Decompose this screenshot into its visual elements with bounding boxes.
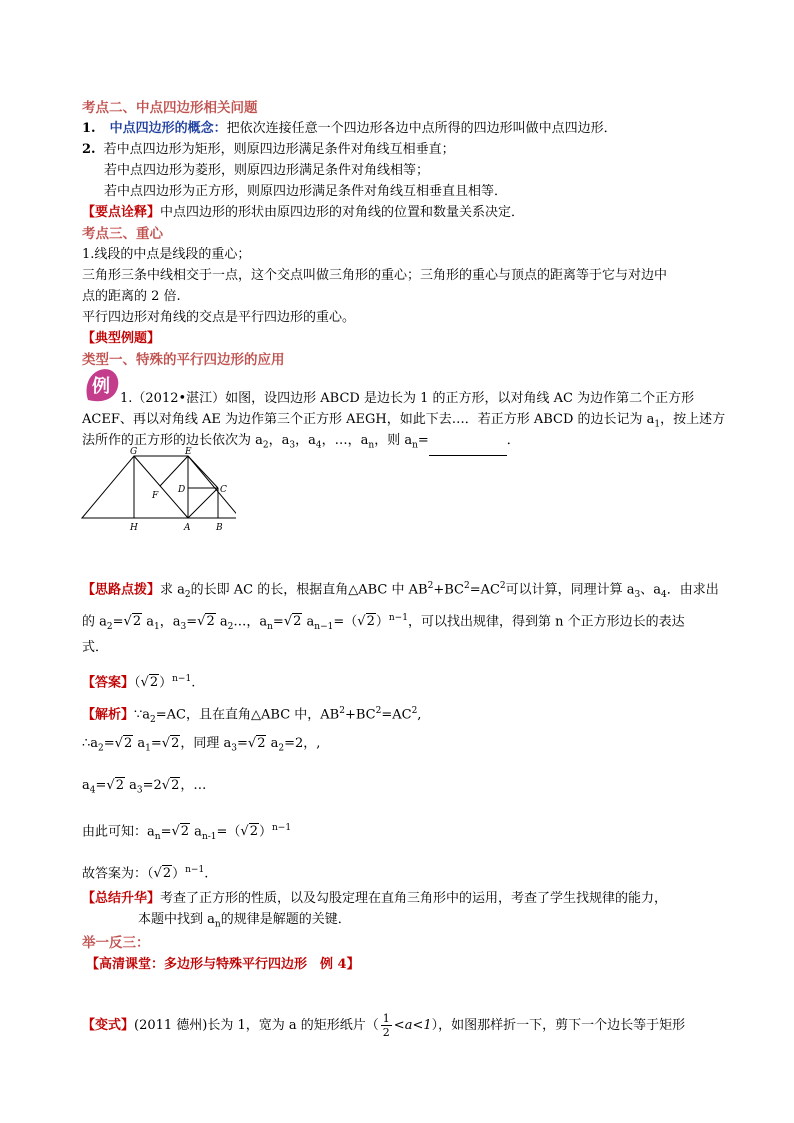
label-D: D <box>178 485 186 495</box>
hint-text-3: +BC <box>433 582 464 598</box>
label-H: H <box>130 523 138 533</box>
solution-line-3: $a_4=√2$ $a_3=2√2$，… <box>82 778 207 796</box>
hint-text-7: ．由求出 <box>666 582 719 598</box>
hint-label: 【思路点拨】 <box>82 582 161 598</box>
hint-line-3: 式． <box>82 640 109 655</box>
solution-line-5: 故答案为：$(√2)^{n-1}$. <box>82 865 209 882</box>
summary-line-1 <box>82 889 667 909</box>
fraction-denominator: 2 <box>382 1026 390 1039</box>
figure-line-AC <box>188 488 218 518</box>
item-1-text: 把依次连接任意一个四边形各边中点所得的四边形叫做中点四边形． <box>226 121 617 136</box>
item-1 <box>82 119 617 139</box>
solution-line-2-a: ∴a <box>82 736 99 751</box>
item-2-number: 2. <box>82 142 96 157</box>
item-1-number: 1. <box>82 121 96 136</box>
solution-line-1-b: =AC，且在直角△ABC 中，AB <box>155 707 340 723</box>
typical-examples-label: 【典型例题】 <box>82 331 161 346</box>
solution-line-3-d: ，… <box>180 778 207 793</box>
note-text: 中点四边形的形状由原四边形的对角线的位置和数量关系决定． <box>160 205 525 220</box>
answer-dot: . <box>191 675 196 691</box>
solution-line-4: 由此可知：$a_n=√2$ $a_{n-1}=(√2)^{n-1}$ <box>82 823 292 842</box>
centroid-line-3: 点的距离的 2 倍. <box>82 289 181 304</box>
example-line-3-text: 法所作的正方形的边长依次为 a <box>82 433 263 448</box>
answer-row: 【答案】$(√2)^{n-1}$. <box>82 674 196 691</box>
example-badge-icon <box>82 366 122 406</box>
example-line-3-eq: = <box>417 433 429 448</box>
solution-line-1-c: +BC <box>344 707 376 723</box>
example-line-2-end: ，按上述方 <box>660 412 726 427</box>
section-heading-centroid: 考点三、重心 <box>82 226 163 242</box>
summary-text-1: 考查了正方形的性质，以及勾股定理在直角三角形中的运用，考查了学生找规律的能力， <box>160 891 668 906</box>
answer-blank <box>429 442 507 456</box>
answer-open: （ <box>134 675 141 691</box>
variant-text-1: (2011 德州)长为 1，宽为 a 的矩形纸片（ <box>134 1018 379 1033</box>
example-line-3-dot: ． <box>506 433 520 448</box>
solution-line-2-c: =2，, <box>284 736 321 751</box>
item-2-line2: 若中点四边形为菱形，则原四边形满足条件对角线相等； <box>104 163 430 178</box>
solution-line-1-a: ∵a <box>134 707 151 723</box>
solution-line-2: $\therefore a_2=√2$ $a_1=√2$，同理 $a_3=√2$ $a_2=2$，, <box>82 736 321 754</box>
example-line-2-sub: 1 <box>654 419 661 430</box>
variant-inequality: <a<1 <box>393 1018 432 1033</box>
hint-line-2-tail: ，可以找出规律，得到第 n 个正方形边长的表达 <box>407 614 685 630</box>
summary-label: 【总结升华】 <box>82 891 161 906</box>
solution-line-2-b: ，同理 a <box>180 736 232 751</box>
hint-line-2-start: 的 a <box>82 614 107 630</box>
solution-line-4-a: 由此可知：a <box>82 824 155 840</box>
label-F: F <box>152 491 159 501</box>
label-G: G <box>130 447 138 457</box>
badge-text: 例 <box>92 376 110 397</box>
figure-big-shape <box>82 456 236 518</box>
practice-label: 举一反三： <box>82 935 150 951</box>
hint-text-4: =AC <box>469 582 500 598</box>
summary-sub: n <box>214 919 221 930</box>
item-1-term: 中点四边形的概念： <box>109 121 227 136</box>
hd-class-label: 【高清课堂：多边形与特殊平行四边形 例 4】 <box>86 957 360 972</box>
label-C: C <box>220 485 227 495</box>
solution-line-5-b: ） <box>172 866 186 882</box>
hint-text-6: 、a <box>640 582 662 598</box>
item-2-line1 <box>82 140 455 160</box>
solution-line-3-a: a <box>82 778 90 793</box>
hint-line-1: 【思路点拨】求 $a_2$的长即 AC 的长，根据直角△ABC 中 $AB^2+BC^2=AC^2$可以计算，同理计算 $a_3$、$a_4$．由求出 <box>82 581 719 600</box>
centroid-line-2: 三角形三条中线相交于一点，这个交点叫做三角形的重心；三角形的重心与顶点的距离等于它与对边中 <box>82 268 668 283</box>
solution-line-1-d: =AC <box>381 707 412 723</box>
answer-exponent: n−1 <box>172 674 192 684</box>
label-A: A <box>184 523 191 533</box>
solution-line-5-dot: . <box>204 866 209 882</box>
solution-label: 【解析】 <box>82 707 135 723</box>
figure-line-EC <box>188 456 218 488</box>
summary-text-2: 本题中找到 a <box>138 912 215 927</box>
variant-label: 【变式】 <box>82 1018 135 1033</box>
hint-line-2: 的 $a_2=√2$ $a_1$，$a_3=√2$ $a_2\dots$，$a_n=√2$ $a_{n-1}=(√2)^{n-1}$，可以找出规律，得到第 n 个正方形边长的表达 <box>82 613 685 632</box>
centroid-line-1: 1.线段的中点是线段的重心； <box>82 247 251 262</box>
summary-text-3: 的规律是解题的关键． <box>220 912 351 927</box>
label-E: E <box>185 447 192 457</box>
variant-line <box>82 1012 685 1039</box>
example-line-2-text: ACEF、再以对角线 AE 为边作第三个正方形 AEGH，如此下去…．若正方形 ABCD 的边长记为 a <box>82 412 655 427</box>
answer-label: 【答案】 <box>82 675 135 691</box>
example-line-1: 1.（2012•湛江）如图，设四边形 ABCD 是边长为 1 的正方形，以对角线 AC 为边作第二个正方形 <box>120 391 695 406</box>
section-heading-midpoint-quadrilateral: 考点二、中点四边形相关问题 <box>82 100 258 116</box>
variant-text-2: ），如图那样折一下，剪下一个边长等于矩形 <box>431 1018 686 1033</box>
example-line-3-sub-n: n <box>412 440 418 451</box>
hint-text-5: 可以计算，同理计算 a <box>505 582 635 598</box>
note-row <box>82 203 524 223</box>
label-B: B <box>216 523 223 533</box>
centroid-line-4: 平行四边形对角线的交点是平行四边形的重心。 <box>82 310 356 325</box>
fraction-numerator: 1 <box>382 1012 390 1025</box>
item-2-text-1: 若中点四边形为矩形，则原四边形满足条件对角线互相垂直； <box>103 142 455 157</box>
solution-line-5-exp: n−1 <box>185 865 205 875</box>
summary-line-2 <box>138 910 351 935</box>
hint-text-2: 的长即 AC 的长，根据直角△ABC 中 AB <box>190 582 428 598</box>
note-label: 【要点诠释】 <box>82 205 161 220</box>
example-line-3-end: ，则 a <box>374 433 413 448</box>
solution-line-5-a: 故答案为：（ <box>82 866 154 882</box>
solution-line-1: 【解析】$\because a_2=AC$，且在直角△ABC 中，$AB^2+BC^2=AC^2$, <box>82 706 422 725</box>
variant-fraction <box>381 1012 392 1039</box>
hint-text-1: 求 a <box>160 582 185 598</box>
figure-line-FE <box>160 456 188 486</box>
solution-line-3-b: a <box>129 778 137 793</box>
geometry-figure <box>76 446 236 536</box>
answer-close: ） <box>159 675 173 691</box>
item-2-line3: 若中点四边形为正方形，则原四边形满足条件对角线互相垂直且相等． <box>104 184 508 199</box>
solution-line-3-c: =2 <box>142 778 162 793</box>
solution-line-1-e: , <box>417 707 422 723</box>
type-1-heading: 类型一、特殊的平行四边形的应用 <box>82 352 285 368</box>
example-line-3: 法所作的正方形的边长依次为 $a_2$，$a_3$，$a_4$，…，$a_n$，则 $a_n=$ ． <box>82 431 520 456</box>
